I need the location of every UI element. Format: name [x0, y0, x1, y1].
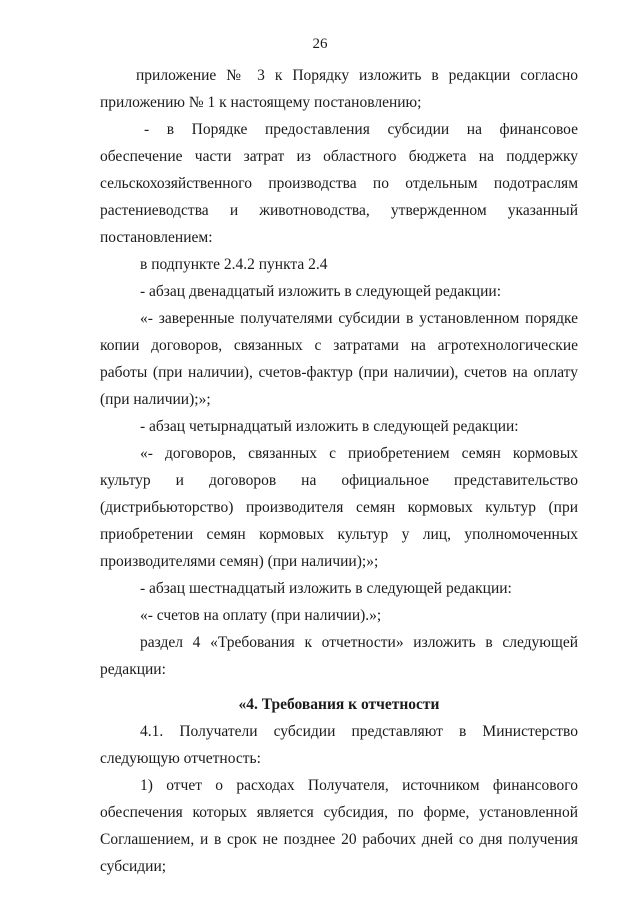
paragraph: - абзац двенадцатый изложить в следующей редакции:: [140, 283, 501, 300]
paragraph: - абзац шестнадцатый изложить в следующей редакции:: [140, 580, 512, 597]
paragraph: в подпункте 2.4.2 пункта 2.4: [140, 256, 328, 273]
paragraph: 1) отчет о расходах Получателя, источником финансового обеспечения которых является субсидия, по форме, установленной Соглашением, и в срок не позднее 20 рабочих дней со дня получения субсидии;: [100, 777, 578, 875]
document-body: [100, 62, 578, 880]
section-heading: «4. Требования к отчетности: [238, 696, 440, 713]
paragraph: «- счетов на оплату (при наличии).»;: [140, 607, 382, 624]
paragraph: 4.1. Получатели субсидии представляют в Министерство следующую отчетность:: [100, 723, 578, 767]
paragraph: «- заверенные получателями субсидии в установленном порядке копии договоров, связанных с затратами на агротехнологические работы (при наличии), счетов-фактур (при наличии), счетов на оплату (при наличии);»;: [100, 310, 578, 408]
paragraph: - абзац четырнадцатый изложить в следующей редакции:: [140, 418, 519, 435]
paragraph: раздел 4 «Требования к отчетности» изложить в следующей редакции:: [100, 634, 578, 678]
paragraph: приложение № 3 к Порядку изложить в редакции согласно приложению № 1 к настоящему постановлению;: [100, 67, 578, 111]
paragraph: - в Порядке предоставления субсидии на финансовое обеспечение части затрат из областного бюджета на поддержку сельскохозяйственного производства по отдельным подотраслям растениеводства и животноводства, утвержденном указанный постановлением:: [100, 121, 578, 246]
page-number: 26: [312, 36, 328, 52]
paragraph: «- договоров, связанных с приобретением семян кормовых культур и договоров на официальное представительство (дистрибьюторство) производителя семян кормовых культур (при приобретении семян кормовых культур у лиц, уполномоченных производителями семян) (при наличии);»;: [100, 445, 578, 570]
